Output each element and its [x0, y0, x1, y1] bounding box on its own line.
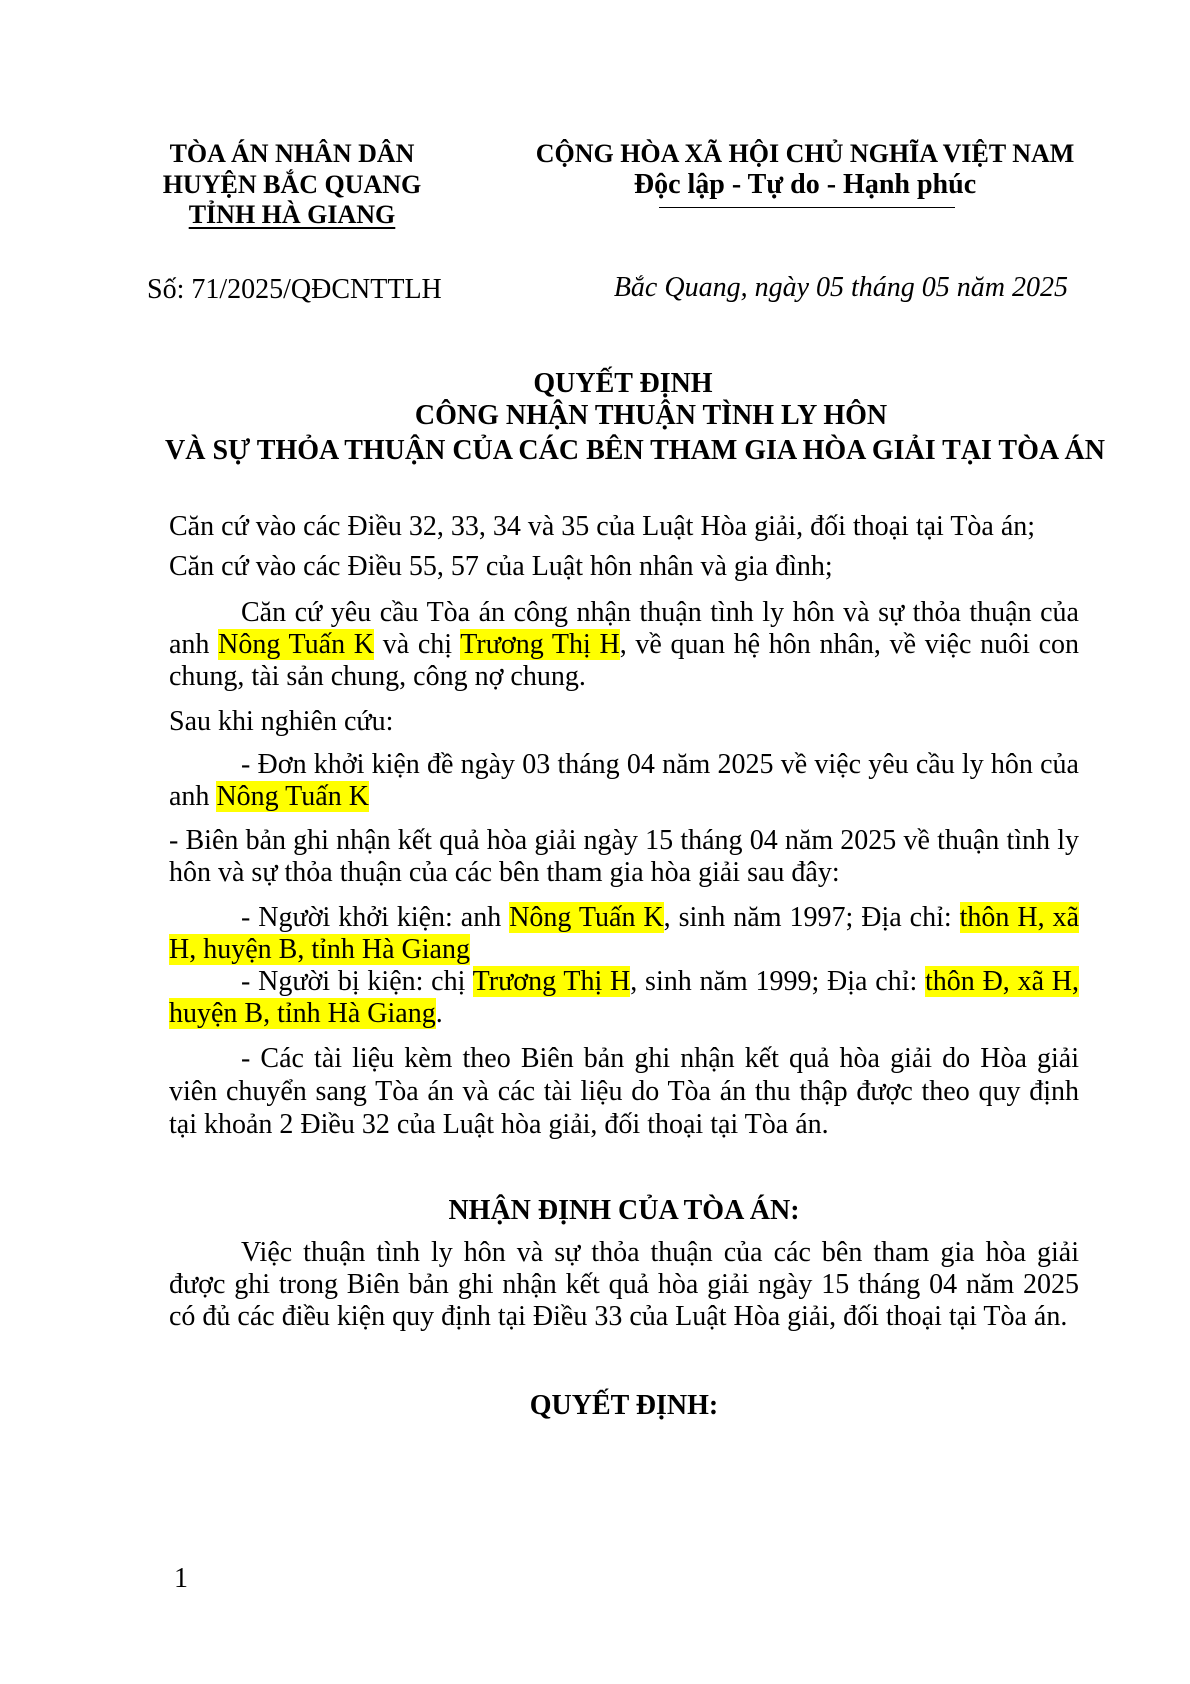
plaintiff-item	[169, 902, 1079, 966]
decision-title-line-3: VÀ SỰ THỎA THUẬN CỦA CÁC BÊN THAM GIA HÒA GIẢI TẠI TÒA ÁN	[165, 435, 1105, 466]
decision-title-line-1: QUYẾT ĐỊNH	[533, 368, 713, 399]
request-text-end: , về quan hệ hôn nhân, về việc nuôi con chung, tài sản chung, công nợ chung.	[169, 629, 1079, 692]
petition-text: - Đơn khởi kiện đề ngày 03 tháng 04 năm 2025 về việc yêu cầu ly hôn của anh	[169, 749, 1079, 812]
legal-basis-2: Căn cứ vào các Điều 55, 57 của Luật hôn nhân và gia đình;	[169, 551, 833, 582]
document-number: Số: 71/2025/QĐCNTTLH	[147, 274, 442, 305]
court-name-line-1: TÒA ÁN NHÂN DÂN	[169, 139, 415, 168]
petition-item	[169, 749, 1079, 813]
defendant-details: , sinh năm 1999; Địa chỉ:	[630, 966, 926, 997]
decision-title-line-2: CÔNG NHẬN THUẬN TÌNH LY HÔN	[414, 400, 888, 431]
request-text-middle: và chị	[374, 629, 461, 660]
place-and-date: Bắc Quang, ngày 05 tháng 05 năm 2025	[613, 272, 1068, 303]
court-name-line-3	[120, 200, 464, 231]
mediation-record-item: - Biên bản ghi nhận kết quả hòa giải ngày 15 tháng 04 năm 2025 về thuận tình ly hôn và sự thỏa thuận của các bên tham gia hòa giải sau đây:	[169, 825, 1079, 888]
request-text-start: Căn cứ yêu cầu Tòa án công nhận thuận tình ly hôn và sự thỏa thuận của anh	[169, 597, 1079, 660]
legal-basis-1: Căn cứ vào các Điều 32, 33, 34 và 35 của Luật Hòa giải, đối thoại tại Tòa án;	[169, 511, 1036, 542]
defendant-label: - Người bị kiện: chị	[241, 966, 473, 997]
legal-basis-request	[169, 597, 1079, 693]
national-motto: Độc lập - Tự do - Hạnh phúc	[633, 169, 977, 200]
attached-documents-item: - Các tài liệu kèm theo Biên bản ghi nhận kết quả hòa giải do Hòa giải viên chuyển sang Tòa án và các tài liệu do Tòa án thu thập được theo quy định tại khoản 2 Điều 32 của Luật hòa giải, đối thoại tại Tòa án.	[169, 1043, 1079, 1140]
plaintiff-details: , sinh năm 1997; Địa chỉ:	[663, 902, 960, 933]
plaintiff-name: Nông Tuấn K	[509, 902, 664, 933]
national-name: CỘNG HÒA XÃ HỘI CHỦ NGHĨA VIỆT NAM	[535, 139, 1075, 168]
court-name-block	[120, 139, 464, 231]
decision-heading: QUYẾT ĐỊNH:	[529, 1390, 719, 1421]
national-title-block	[520, 139, 1090, 201]
plaintiff-address: thôn H, xã H, huyện B, tỉnh Hà Giang	[169, 902, 1079, 965]
defendant-name: Trương Thị H	[472, 966, 631, 997]
court-findings-text: Việc thuận tình ly hôn và sự thỏa thuận của các bên tham gia hòa giải được ghi trong Biên bản ghi nhận kết quả hòa giải ngày 15 tháng 04 năm 2025 có đủ các điều kiện quy định tại Điều 33 của Luật Hòa giải, đối thoại tại Tòa án.	[169, 1237, 1079, 1332]
court-province: TỈNH HÀ GIANG	[188, 200, 396, 229]
court-name-line-2: HUYỆN BẮC QUANG	[162, 169, 422, 199]
page-number: 1	[174, 1563, 188, 1594]
plaintiff-name: Nông Tuấn K	[216, 781, 369, 812]
defendant-name: Trương Thị H	[460, 629, 620, 660]
defendant-address: thôn Đ, xã H, huyện B, tỉnh Hà Giang	[169, 966, 1079, 1029]
review-intro: Sau khi nghiên cứu:	[169, 706, 394, 737]
defendant-item	[169, 966, 1079, 1030]
plaintiff-label: - Người khởi kiện: anh	[241, 902, 510, 933]
defendant-end: .	[435, 998, 443, 1029]
plaintiff-name: Nông Tuấn K	[218, 629, 375, 660]
motto-underline	[659, 207, 955, 208]
court-findings-heading: NHẬN ĐỊNH CỦA TÒA ÁN:	[448, 1195, 800, 1226]
